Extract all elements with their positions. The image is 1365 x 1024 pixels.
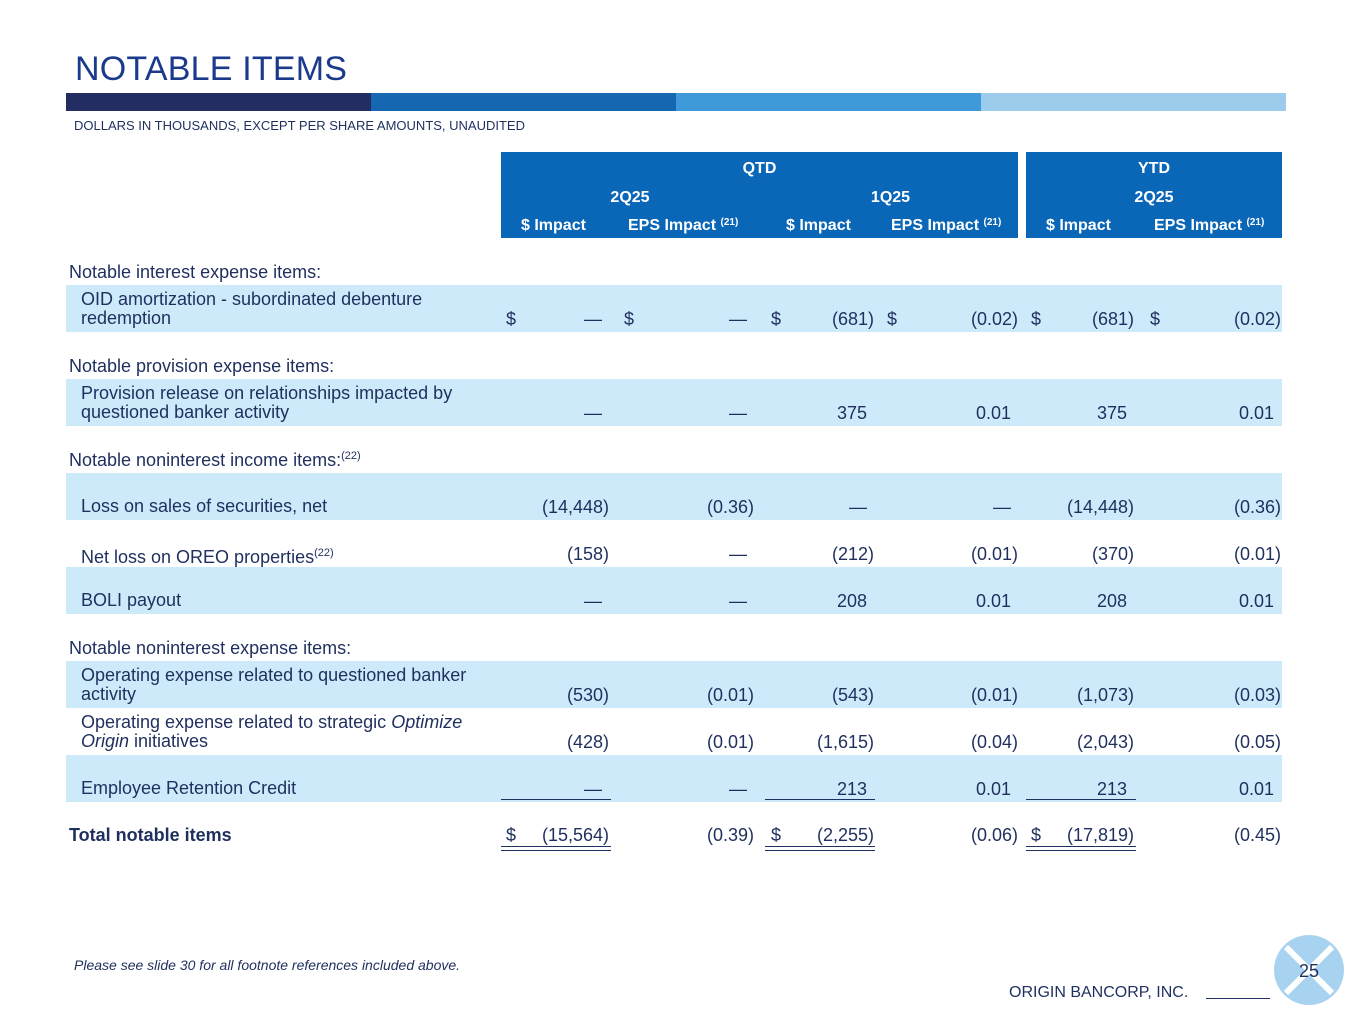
section-noninterest-income: Notable noninterest income items:$^{(22)}$: [69, 450, 361, 470]
row-value: (14,448): [1066, 497, 1134, 517]
page-title: NOTABLE ITEMS: [75, 50, 348, 88]
row-value: (0.02): [970, 309, 1018, 329]
row-label: Loss on sales of securities, net: [81, 496, 328, 516]
row-value: (530): [566, 685, 609, 705]
row-value: (0.01): [970, 685, 1018, 705]
total-value: (0.39): [706, 825, 754, 845]
row-label: OID amortization - subordinated debenture redemption: [81, 289, 423, 328]
row-value: —: [729, 403, 747, 423]
total-value: (15,564): [541, 825, 609, 845]
row-value: 0.01: [1238, 403, 1274, 423]
subtotal-underline-2: [765, 799, 875, 800]
title-bar-segment-3: [676, 93, 981, 111]
currency-symbol: $: [771, 309, 782, 329]
header-ytd: [1026, 152, 1282, 238]
total-double-underline-2: [765, 846, 875, 851]
row-value: 0.01: [975, 779, 1011, 799]
currency-symbol: $: [1031, 309, 1042, 329]
header-qtd-2q25: 2Q25: [610, 189, 650, 206]
row-value: (0.01): [706, 732, 754, 752]
total-label: Total notable items: [69, 825, 232, 845]
row-value: (0.03): [1233, 685, 1281, 705]
row-label: Operating expense related to questioned banker activity: [81, 665, 467, 704]
currency-symbol: $: [1150, 309, 1161, 329]
row-value: 0.01: [975, 591, 1011, 611]
header-qtd-1q25: 1Q25: [870, 189, 911, 206]
row-value: 375: [836, 403, 867, 423]
row-value: (158): [566, 544, 609, 564]
footnote-reference: Please see slide 30 for all footnote references included above.: [74, 957, 461, 973]
header-qtd: [501, 152, 1018, 238]
section-interest-expense: Notable interest expense items:: [69, 262, 322, 282]
row-label: Provision release on relationships impacted by questioned banker activity: [81, 383, 453, 422]
row-value: 0.01: [1238, 779, 1274, 799]
header-impact-1: $ Impact: [521, 217, 586, 234]
currency-symbol: $: [624, 309, 635, 329]
total-value: (2,255): [816, 825, 874, 845]
currency-symbol: $: [1031, 825, 1042, 845]
currency-symbol: $: [506, 825, 517, 845]
page-number: 25: [1299, 961, 1320, 981]
row-value: —: [729, 591, 747, 611]
title-bar-segment-1: [66, 93, 371, 111]
row-value: 213: [1096, 779, 1127, 799]
row-value: —: [729, 779, 747, 799]
row-value: (0.04): [970, 732, 1018, 752]
currency-symbol: $: [506, 309, 517, 329]
row-value: (681): [1091, 309, 1134, 329]
section-noninterest-expense: Notable noninterest expense items:: [69, 638, 352, 658]
company-name-rule: [1206, 998, 1270, 999]
currency-symbol: $: [771, 825, 782, 845]
row-value: —: [584, 779, 602, 799]
row-value: (681): [831, 309, 874, 329]
total-value: (0.06): [970, 825, 1018, 845]
page-subtitle: DOLLARS IN THOUSANDS, EXCEPT PER SHARE AMOUNTS, UNAUDITED: [74, 118, 525, 133]
header-eps-2: EPS Impact $^{(21)}$: [891, 217, 1002, 234]
row-label: Employee Retention Credit: [81, 778, 297, 798]
row-value: 208: [836, 591, 867, 611]
row-value: 0.01: [975, 403, 1011, 423]
row-value: 0.01: [1238, 591, 1274, 611]
header-ytd-2q25: 2Q25: [1134, 189, 1174, 206]
row-value: (212): [831, 544, 874, 564]
row-label: Operating expense related to strategic Optimize Origin initiatives: [81, 712, 463, 751]
row-value: (0.02): [1233, 309, 1281, 329]
header-eps-3: EPS Impact $^{(21)}$: [1154, 217, 1265, 234]
row-value: (0.05): [1233, 732, 1281, 752]
title-bar-segment-4: [981, 93, 1286, 111]
row-value: (14,448): [541, 497, 609, 517]
row-value: —: [584, 403, 602, 423]
row-value: (1,073): [1076, 685, 1134, 705]
row-value: (0.36): [1233, 497, 1281, 517]
header-impact-2: $ Impact: [786, 217, 851, 234]
header-ytd-label: YTD: [1138, 160, 1170, 177]
row-value: (0.36): [706, 497, 754, 517]
row-value: —: [729, 309, 747, 329]
row-value: (0.01): [706, 685, 754, 705]
row-value: —: [584, 309, 602, 329]
row-value: 213: [836, 779, 867, 799]
row-value: —: [729, 544, 747, 564]
row-value: (0.01): [970, 544, 1018, 564]
row-value: (1,615): [816, 732, 874, 752]
row-value: 208: [1096, 591, 1127, 611]
company-name: ORIGIN BANCORP, INC.: [1009, 984, 1189, 1001]
row-value: (370): [1091, 544, 1134, 564]
total-value: (0.45): [1233, 825, 1281, 845]
row-value: 375: [1096, 403, 1127, 423]
row-value: —: [993, 497, 1011, 517]
currency-symbol: $: [887, 309, 898, 329]
title-bar-segment-2: [371, 93, 676, 111]
row-value: (428): [566, 732, 609, 752]
total-double-underline-3: [1026, 846, 1136, 851]
subtotal-underline-3: [1026, 799, 1136, 800]
row-value: (543): [831, 685, 874, 705]
total-value: (17,819): [1066, 825, 1134, 845]
row-label: BOLI payout: [81, 590, 182, 610]
row-value: —: [584, 591, 602, 611]
row-value: (0.01): [1233, 544, 1281, 564]
header-qtd-label: QTD: [742, 160, 777, 177]
header-impact-3: $ Impact: [1046, 217, 1111, 234]
section-provision-expense: Notable provision expense items:: [69, 356, 335, 376]
header-eps-1: EPS Impact $^{(21)}$: [628, 217, 739, 234]
subtotal-underline-1: [501, 799, 611, 800]
row-value: —: [849, 497, 867, 517]
row-value: (2,043): [1076, 732, 1134, 752]
total-double-underline-1: [501, 846, 611, 851]
row-label: Net loss on OREO properties$^{(22)}$: [81, 547, 334, 567]
